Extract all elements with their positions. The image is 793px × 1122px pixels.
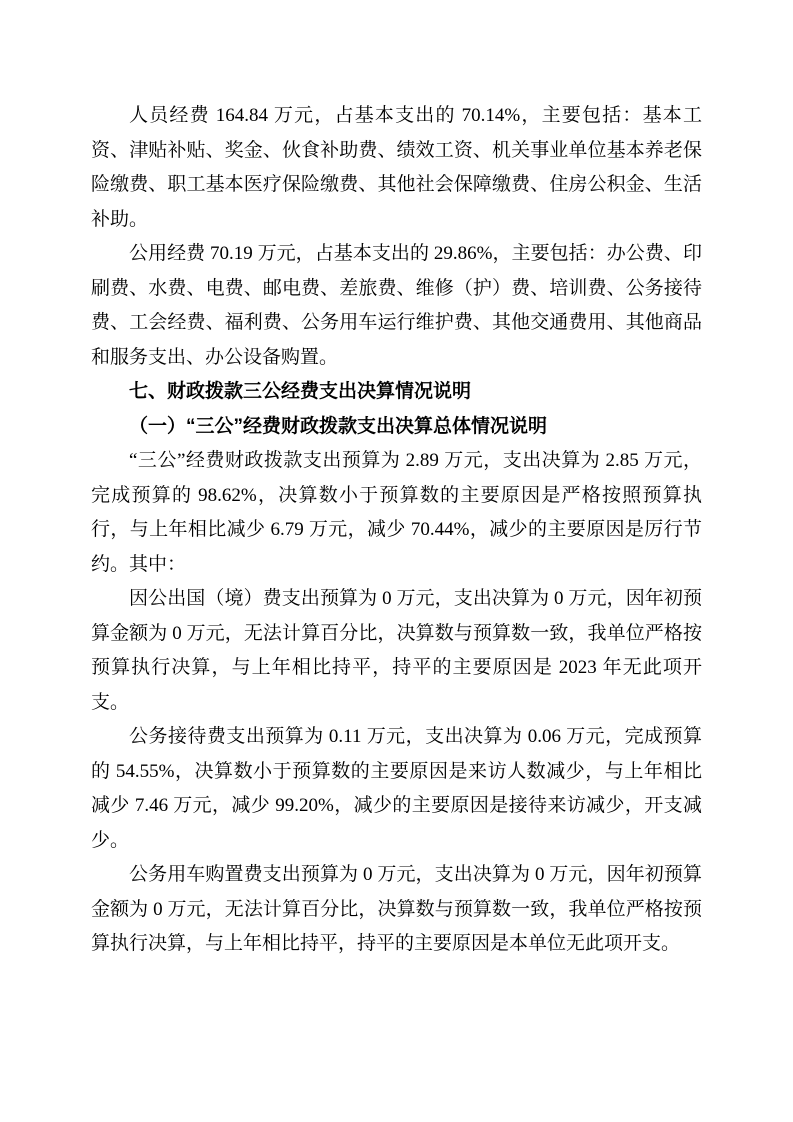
para-vehicle-purchase-expense: 公务用车购置费支出预算为 0 万元，支出决算为 0 万元，因年初预算金额为 0 万元，无法计算百分比，决算数与预算数一致，我单位严格按预算执行决算，与上年相比持平，持平的主要原因是本单位无此项开支。 <box>91 864 702 954</box>
heading-section-seven: 七、财政拨款三公经费支出决算情况说明 <box>129 381 472 402</box>
para-official-reception-expense: 公务接待费支出预算为 0.11 万元，支出决算为 0.06 万元，完成预算的 54.55%，决算数小于预算数的主要原因是来访人数减少，与上年相比减少 7.46 万元，减少 99.20%，减少的主要原因是接待来访减少，开支减少。 <box>91 726 702 851</box>
para-three-public-overview: “三公”经费财政拨款支出预算为 2.89 万元，支出决算为 2.85 万元，完成预算的 98.62%，决算数小于预算数的主要原因是严格按照预算执行，与上年相比减少 6.79 万元，减少 70.44%，减少的主要原因是厉行节约。其中： <box>91 450 702 575</box>
heading-subsection-one: （一）“三公”经费财政拨款支出决算总体情况说明 <box>129 415 548 437</box>
para-personnel-expenses: 人员经费 164.84 万元，占基本支出的 70.14%，主要包括：基本工资、津贴补贴、奖金、伙食补助费、绩效工资、机关事业单位基本养老保险缴费、职工基本医疗保险缴费、其他社会保障缴费、住房公积金、生活补助。 <box>91 105 702 230</box>
para-overseas-visit-expense: 因公出国（境）费支出预算为 0 万元，支出决算为 0 万元，因年初预算金额为 0 万元，无法计算百分比，决算数与预算数一致，我单位严格按预算执行决算，与上年相比持平，持平的主要原因是 2023 年无此项开支。 <box>91 588 702 713</box>
para-public-expenses: 公用经费 70.19 万元，占基本支出的 29.86%，主要包括：办公费、印刷费、水费、电费、邮电费、差旅费、维修（护）费、培训费、公务接待费、工会经费、福利费、公务用车运行维护费、其他交通费用、其他商品和服务支出、办公设备购置。 <box>91 243 702 368</box>
